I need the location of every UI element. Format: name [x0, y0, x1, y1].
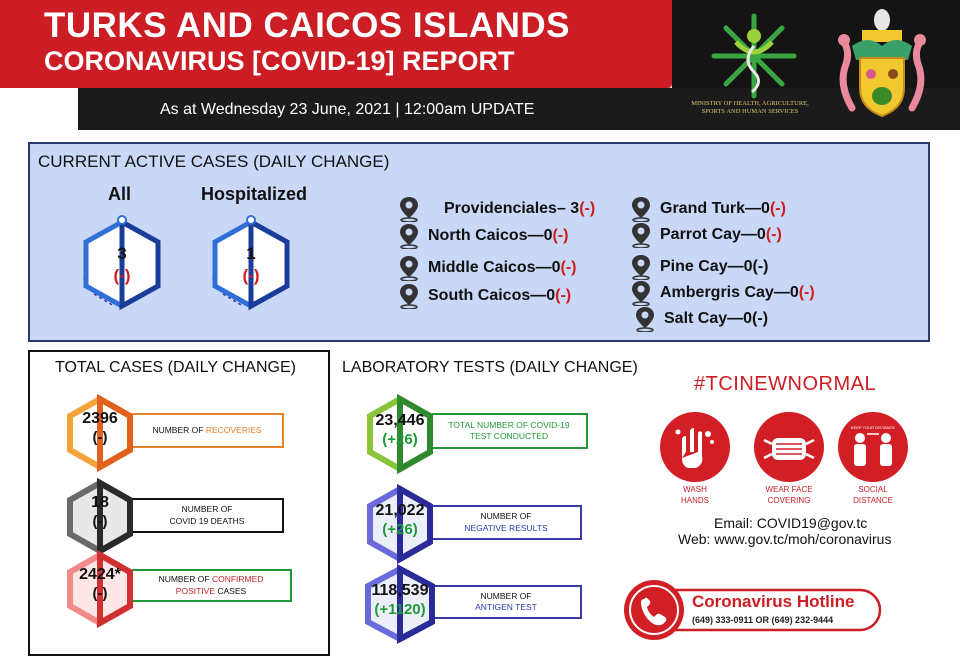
lab-tests-title: LABORATORY TESTS (DAILY CHANGE) — [342, 359, 638, 376]
face-mask-label: WEAR FACE COVERING — [765, 485, 813, 506]
phone-icon — [636, 593, 672, 629]
location-south-caicos: South Caicos—0 (-) — [398, 283, 571, 309]
positive-value: 2424* (-) — [79, 566, 121, 602]
contact-email: Email: COVID19@gov.tc — [714, 515, 868, 531]
location-pin-icon — [630, 222, 652, 248]
page-subtitle: CORONAVIRUS [COVID-19] REPORT — [44, 46, 515, 76]
recoveries-value: 2396 (-) — [82, 410, 118, 446]
location-pin-icon — [630, 196, 652, 222]
location-parrot-cay: Parrot Cay—0 (-) — [630, 222, 782, 248]
hospitalized-value: 1 (-) — [242, 244, 260, 285]
wash-hands-label: WASH HANDS — [680, 485, 709, 506]
total-tests-value: 23,446 (+26) — [375, 412, 425, 448]
all-active-value: 3 (-) — [113, 244, 131, 285]
all-label: All — [108, 184, 132, 204]
report-date: As at Wednesday 23 June, 2021 | 12:00am UPDATE — [160, 101, 535, 118]
ministry-name: MINISTRY OF HEALTH, AGRICULTURE, SPORTS AND HUMAN SERVICES — [691, 100, 809, 115]
location-pin-icon — [398, 223, 420, 249]
face-mask-icon — [754, 412, 824, 482]
active-cases-title: CURRENT ACTIVE CASES (DAILY CHANGE) — [38, 152, 390, 171]
location-north-caicos: North Caicos—0 (-) — [398, 223, 568, 249]
location-pin-icon — [398, 255, 420, 281]
contact-web: Web: www.gov.tc/moh/coronavirus — [678, 531, 892, 547]
page-title: TURKS AND CAICOS ISLANDS — [44, 6, 570, 45]
antigen-label-box: NUMBER OF ANTIGEN TEST — [432, 585, 582, 619]
location-ambergris-cay: Ambergris Cay—0 (-) — [630, 280, 815, 306]
positive-label-box: NUMBER OF CONFIRMED POSITIVE CASES — [132, 569, 292, 602]
negative-value: 21,022 (+26) — [375, 502, 425, 538]
social-distance-icon — [838, 412, 908, 482]
coat-of-arms-icon — [828, 4, 936, 124]
location-pin-icon — [630, 280, 652, 306]
location-grand-turk: Grand Turk—0 (-) — [630, 196, 786, 222]
location-middle-caicos: Middle Caicos—0 (-) — [398, 255, 576, 281]
location-providenciales: Providenciales– 3 (-) — [398, 196, 595, 222]
negative-label-box: NUMBER OF NEGATIVE RESULTS — [432, 505, 582, 540]
hospitalized-label: Hospitalized — [201, 184, 308, 204]
antigen-value: 118,539 (+1120) — [371, 582, 429, 618]
recoveries-label-box: NUMBER OF RECOVERIES — [132, 413, 284, 448]
wash-hands-icon — [660, 412, 730, 482]
hashtag: #TCINEWNORMAL — [694, 373, 877, 395]
ministry-logo-icon — [706, 10, 802, 100]
location-pin-icon — [398, 283, 420, 309]
location-pine-cay: Pine Cay—0 (-) — [630, 254, 768, 280]
deaths-label-box: NUMBER OF COVID 19 DEATHS — [132, 498, 284, 533]
location-pin-icon — [634, 306, 656, 332]
deaths-value: 18 (-) — [91, 494, 109, 530]
hotline-title: Coronavirus Hotline — [692, 592, 855, 611]
location-pin-icon — [398, 196, 420, 222]
svg-text:KEEP YOUR DISTANCE: KEEP YOUR DISTANCE — [850, 425, 896, 430]
hotline-numbers: (649) 333-0911 OR (649) 232-9444 — [692, 615, 834, 625]
social-distance-label: SOCIAL DISTANCE — [853, 485, 893, 506]
location-pin-icon — [630, 254, 652, 280]
location-salt-cay: Salt Cay—0 (-) — [634, 306, 768, 332]
total-tests-label-box: TOTAL NUMBER OF COVID-19 TEST CONDUCTED — [432, 413, 588, 449]
total-cases-title: TOTAL CASES (DAILY CHANGE) — [55, 359, 296, 376]
